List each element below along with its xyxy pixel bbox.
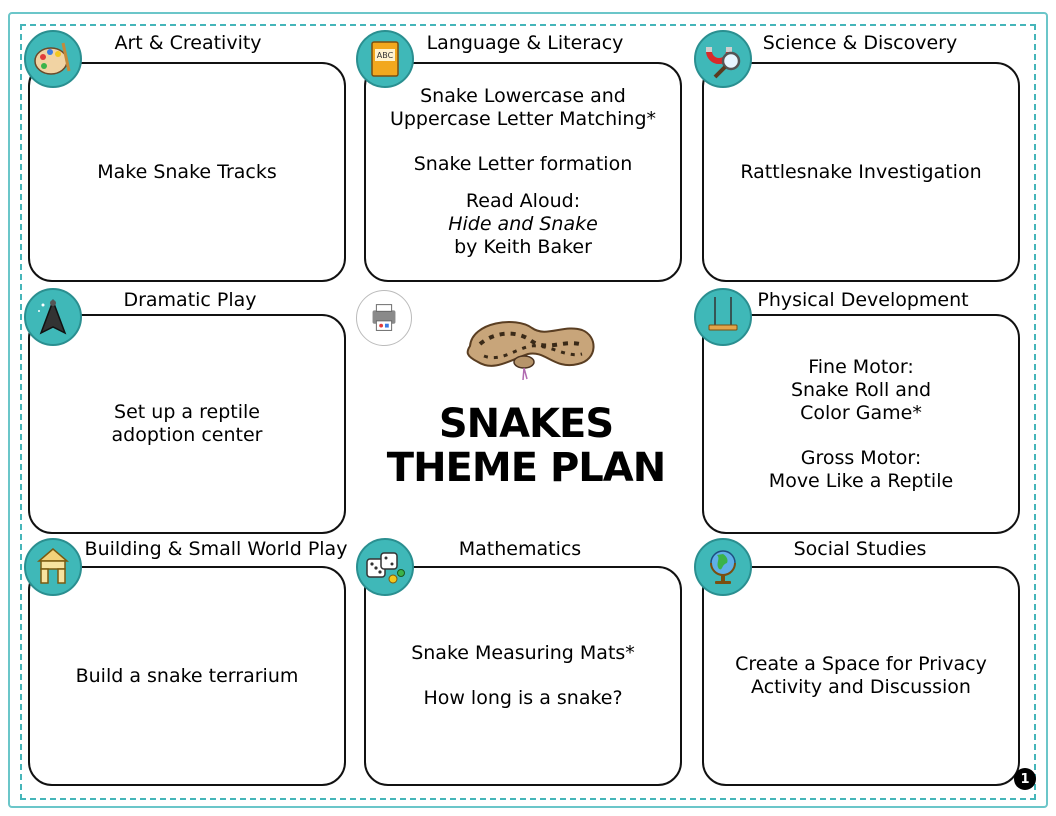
language-line-3: Snake Letter formation [413,153,633,175]
costume-icon [24,288,82,346]
science-title: Science & Discovery [762,32,958,54]
social-line-2: Activity and Discussion [751,676,971,698]
physical-line-2: Snake Roll and [790,378,932,401]
physical-line-1: Fine Motor: [808,355,914,378]
building-title: Building & Small World Play [84,538,348,560]
math-card [364,566,682,786]
book-author: by Keith Baker [454,236,592,258]
building-activity: Build a snake terrarium [75,664,299,687]
science-activity: Rattlesnake Investigation [740,160,982,183]
swing-icon [694,288,752,346]
math-line-1: Snake Measuring Mats* [411,642,635,664]
social-line-1: Create a Space for Privacy [735,653,987,675]
book-title: Hide and Snake [448,213,598,235]
science-card [702,62,1020,282]
language-line-2: Uppercase Letter Matching* [389,108,657,130]
social-card [702,566,1020,786]
art-title: Art & Creativity [114,32,262,54]
physical-card [702,314,1020,534]
dramatic-line-2: adoption center [111,424,263,446]
dramatic-title: Dramatic Play [123,289,257,311]
language-card [364,62,682,282]
physical-title: Physical Development [757,289,969,311]
palette-icon [24,30,82,88]
math-title: Mathematics [458,538,582,560]
physical-line-5: Move Like a Reptile [768,469,954,492]
building-card [28,566,346,786]
language-line-1: Snake Lowercase and [420,85,626,107]
math-line-2: How long is a snake? [423,687,623,709]
physical-line-4: Gross Motor: [800,446,922,469]
dramatic-line-1: Set up a reptile [114,401,260,423]
social-title: Social Studies [793,538,927,560]
theme-plan-title [366,402,686,490]
globe-icon [694,538,752,596]
dice-icon [356,538,414,596]
title-line-1: SNAKES [438,401,614,447]
page-number: 1 [1014,768,1036,790]
magnet-magnifier-icon [694,30,752,88]
dramatic-card [28,314,346,534]
title-line-2: THEME PLAN [386,445,666,491]
svg-text:ABC: ABC [376,51,394,60]
art-card [28,62,346,282]
language-line-4: Read Aloud: [465,190,581,212]
physical-line-3: Color Game* [800,401,922,424]
language-title: Language & Literacy [426,32,624,54]
brand-logo [356,290,412,346]
snake-photo [454,300,604,382]
art-activity: Make Snake Tracks [97,160,277,183]
blocks-icon [24,538,82,596]
abc-book-icon [356,30,414,88]
